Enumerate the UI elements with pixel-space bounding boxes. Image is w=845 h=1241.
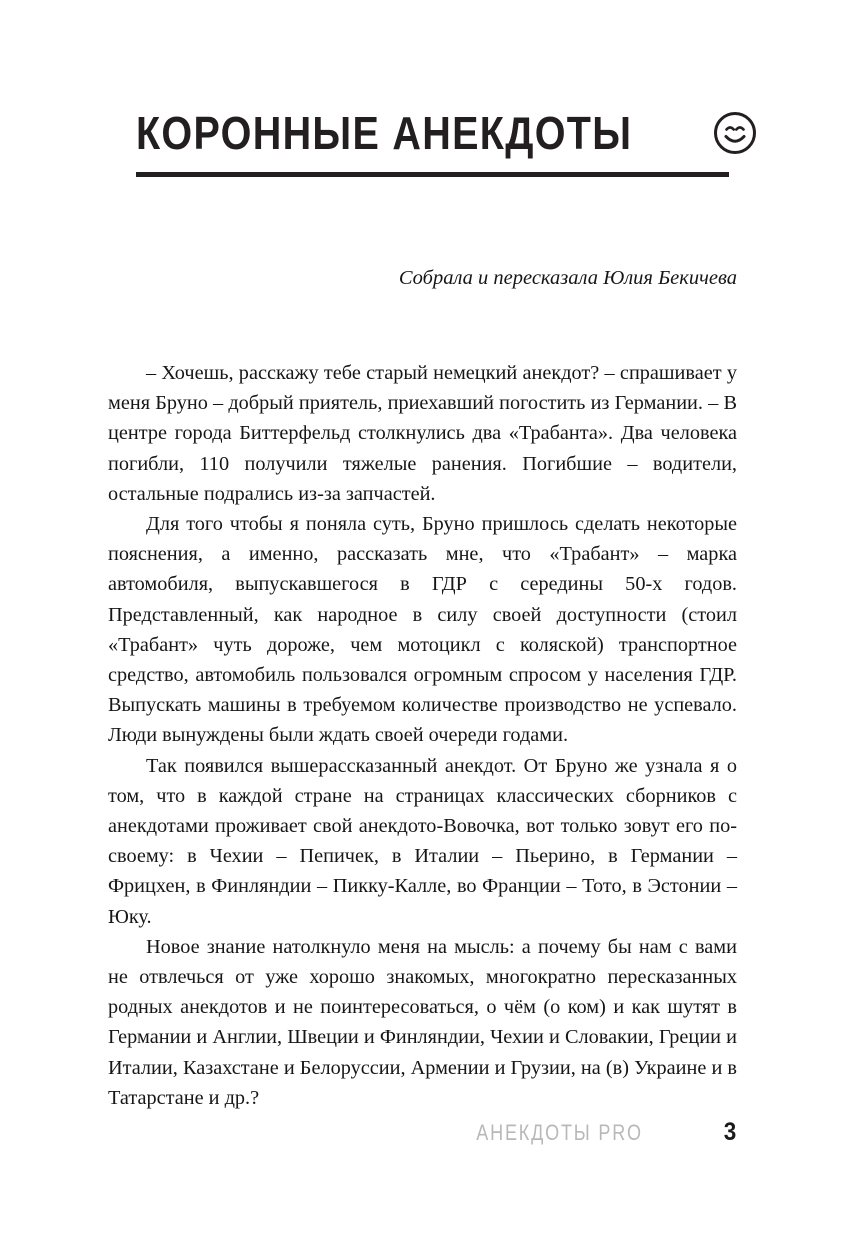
paragraph: – Хочешь, расскажу тебе старый немецкий анекдот? – спрашивает у меня Бруно – добрый приятель, приехавший погостить из Германии. – В центре города Биттерфельд столкнулись два «Трабанта». Два человека погибли, 110 получили тяжелые ранения. Погибшие – водители, остальные подрались из-за запчастей. <box>108 362 737 505</box>
article-body <box>108 358 737 1113</box>
page-number: 3 <box>723 1118 737 1146</box>
paragraph: Так появился вышерассказанный анекдот. От Бруно же узнала я о том, что в каждой стране на страницах классических сборников с анекдотами проживает свой анекдото-Вовочка, вот только зовут его по-своему: в Чехии – Пепичек, в Италии – Пьерино, в Германии – Фрицхен, в Финляндии – Пикку-Калле, во Франции – Тото, в Эстонии – Юку. <box>108 754 737 928</box>
paragraph: Новое знание натолкнуло меня на мысль: а почему бы нам с вами не отвлечься от уже хорошо знакомых, многократно пересказанных родных анекдотов и не поинтересоваться, о чём (о ком) и как шутят в Германии и Англии, Швеции и Финляндии, Чехии и Словакии, Греции и Италии, Казахстане и Белоруссии, Армении и Грузии, на (в) Украине и в Татарстане и др.? <box>108 935 737 1109</box>
smiley-face-icon <box>713 111 757 155</box>
footer-brand-label: АНЕКДОТЫ PRO <box>476 1120 643 1145</box>
byline: Собрала и пересказала Юлия Бекичева <box>398 267 737 289</box>
page-title: КОРОННЫЕ АНЕКДОТЫ <box>136 107 633 159</box>
paragraph: Для того чтобы я поняла суть, Бруно пришлось сделать некоторые пояснения, а именно, рассказать мне, что «Трабант» – марка автомобиля, выпускавшегося в ГДР с середины 50-х годов. Представленный, как народное в силу своей доступности (стоил «Трабант» чуть дороже, чем мотоцикл с коляской) транспортное средство, автомобиль пользовался огромным спросом у населения ГДР. Выпускать машины в требуемом количестве производство не успевало. Люди вынуждены были ждать своей очереди годами. <box>108 513 737 747</box>
title-underline-rule <box>136 172 729 177</box>
chapter-header-row <box>136 100 729 166</box>
chapter-header <box>136 100 729 177</box>
page-footer <box>108 1118 737 1147</box>
